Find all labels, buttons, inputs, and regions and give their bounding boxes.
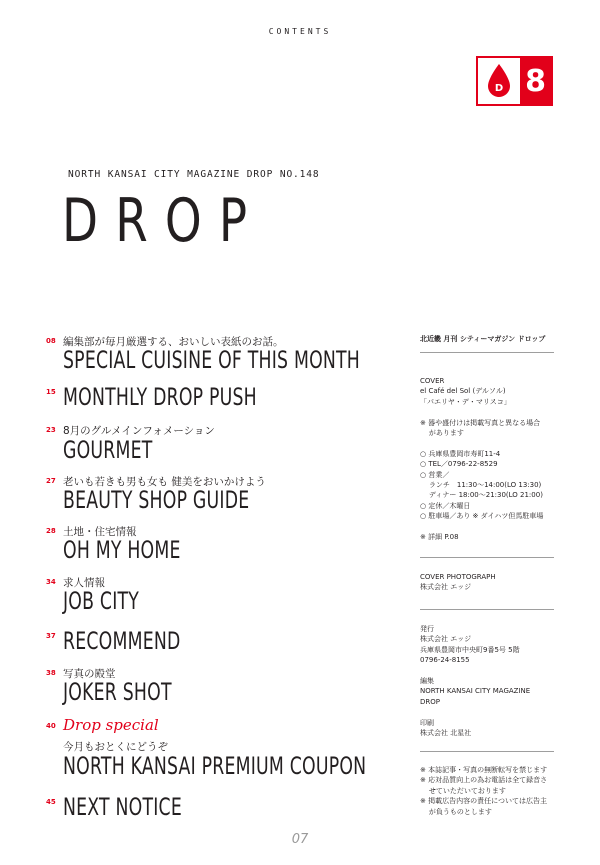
magazine-name: 北近畿 月刊 シティーマガジン ドロップ [420, 335, 546, 343]
divider [420, 557, 554, 558]
drop-icon [478, 58, 520, 104]
toc-page-number: 15 [46, 388, 56, 396]
toc-title: NEXT NOTICE [63, 793, 182, 821]
toc-page-number: 34 [46, 578, 56, 586]
toc-description: 8月のグルメインフォメーション [63, 425, 215, 437]
toc-title: NORTH KANSAI PREMIUM COUPON [63, 752, 367, 780]
page-number: 07 [291, 832, 309, 847]
toc-page-number: 40 [46, 722, 56, 730]
toc-title: MONTHLY DROP PUSH [63, 383, 257, 411]
toc-page-number: 28 [46, 527, 56, 535]
contents-label: CONTENTS [268, 27, 332, 36]
toc-description: 求人情報 [63, 577, 105, 589]
toc-description: 写真の殿堂 [63, 668, 116, 680]
page-title: DROP [62, 186, 265, 256]
drop-logo [476, 56, 553, 106]
toc-page-number: 38 [46, 669, 56, 677]
toc-title: GOURMET [63, 436, 153, 464]
toc-special-label: Drop special [63, 716, 159, 734]
toc-title: BEAUTY SHOP GUIDE [63, 486, 250, 514]
publisher-info: 発行 株式会社 エッジ 兵庫県豊岡市中央町9番5号 5階 0796-24-8155 編集 NORTH KANSAI CITY MAGAZINE DROP 印刷 株式会社 北星社 [420, 625, 531, 738]
toc-page-number: 27 [46, 477, 56, 485]
toc-title: JOKER SHOT [63, 678, 172, 706]
logo-letter: D [494, 83, 504, 94]
toc-page-number: 23 [46, 426, 56, 434]
toc-page-number: 08 [46, 337, 56, 345]
legal-notes: ※ 本誌記事・写真の無断転写を禁じます ※ 応対品質向上の為お電話は全て録音さ せていただいております ※ 掲載広告内容の責任については広告主 が負うものとします [420, 766, 548, 816]
divider [420, 609, 554, 610]
divider [420, 352, 554, 353]
toc-title: JOB CITY [63, 587, 140, 615]
toc-description: 老いも若きも男も女も 健美をおいかけよう [63, 476, 266, 488]
toc-title: SPECIAL CUISINE OF THIS MONTH [63, 346, 361, 374]
toc-title: OH MY HOME [63, 536, 181, 564]
toc-description: 土地・住宅情報 [63, 526, 137, 538]
toc-title: RECOMMEND [63, 627, 181, 655]
issue-number: 8 [520, 58, 551, 104]
toc-page-number: 37 [46, 632, 56, 640]
cover-info: COVER el Café del Sol (デルソル) 「パエリヤ・デ・マリスコ」 ※ 器や盛付けは掲載写真と異なる場合 があります ○ 兵庫県豊岡市寿町11-4 ○ TEL／0796-22-8529 ○ 営業／ ランチ 11:30〜14:00(LO 13:30) ディナー 18:00〜21:30(LO 21:00) ○ 定休／木曜日 ○ 駐車場／あり ※ ダイハツ但馬駐車場 ※ 詳細 P.08 [420, 377, 544, 542]
magazine-subtitle: NORTH KANSAI CITY MAGAZINE DROP NO.148 [68, 169, 320, 180]
toc-description: 編集部が毎月厳選する、おいしい表紙のお話。 [63, 336, 284, 348]
divider [420, 751, 554, 752]
toc-page-number: 45 [46, 798, 56, 806]
toc-description: 今月もおとくにどうぞ [63, 741, 168, 753]
cover-photograph-credit: COVER PHOTOGRAPH 株式会社 エッジ [420, 573, 496, 592]
